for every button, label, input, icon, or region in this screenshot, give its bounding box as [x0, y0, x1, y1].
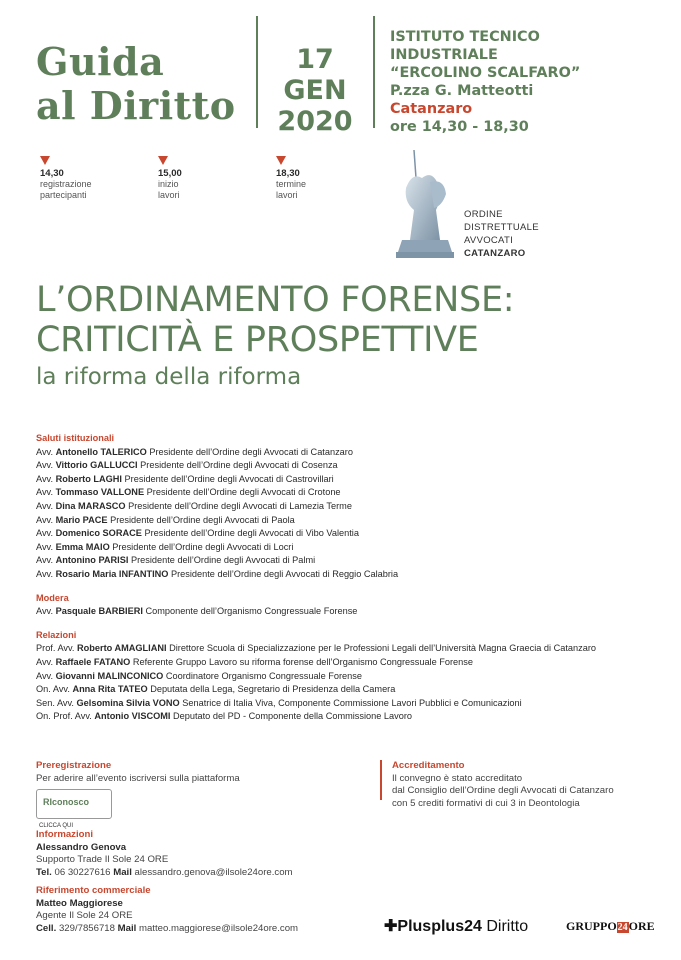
speaker-role: Deputato del PD - Componente della Commissione Lavoro [173, 711, 413, 722]
program-row: Avv. Tommaso VALLONE Presidente dell’Ordine degli Avvocati di Crotone [36, 487, 341, 498]
speaker-name: Gelsomina Silvia VONO [76, 697, 180, 708]
program-row: Avv. Domenico SORACE Presidente dell’Ordine degli Avvocati di Vibo Valentia [36, 528, 359, 539]
date-year: 2020 [277, 106, 353, 137]
program-row: Avv. Roberto LAGHI Presidente dell’Ordine degli Avvocati di Castrovillari [36, 473, 334, 484]
speaker-name: Antonio VISCOMI [94, 711, 171, 722]
section-title: Modera [36, 592, 69, 603]
contacts [36, 760, 356, 935]
section-title: Relazioni [36, 629, 77, 640]
speaker-name: Pasquale BARBIERI [55, 606, 143, 617]
triangle-marker-icon [276, 156, 286, 165]
speaker-role: Referente Gruppo Lavoro su riforma forense dell’Organismo Congressuale Forense [132, 656, 473, 667]
order-logo [392, 148, 572, 260]
header [0, 0, 681, 140]
venue-city: Catanzaro [390, 101, 473, 117]
program-row: Avv. Pasquale BARBIERI Componente dell’Organismo Congressuale Forense [36, 606, 358, 617]
plus-icon: ✚ [384, 918, 398, 935]
timeline-item: 18,30 termine lavori [276, 156, 306, 201]
speaker-name: Domenico SORACE [55, 528, 142, 539]
event-title [36, 280, 514, 392]
date-month: GEN [283, 75, 347, 106]
triangle-marker-icon [158, 156, 168, 165]
program-row: Avv. Antonino PARISI Presidente dell’Ordine degli Avvocati di Palmi [36, 555, 316, 566]
speaker-role: Presidente dell’Ordine degli Avvocati di Crotone [146, 487, 341, 498]
speaker-role: Presidente dell’Ordine degli Avvocati di Cosenza [140, 460, 338, 471]
speaker-name: Antonino PARISI [55, 555, 129, 566]
speaker-name: Tommaso VALLONE [55, 487, 145, 498]
speaker-name: Roberto AMAGLIANI [77, 643, 167, 654]
program-row: On. Prof. Avv. Antonio VISCOMI Deputato del PD - Componente della Commissione Lavoro [36, 711, 413, 722]
timeline [40, 156, 360, 208]
speaker-name: Antonello TALERICO [55, 446, 147, 457]
timeline-item: 15,00 inizio lavori [158, 156, 182, 201]
program-row: Avv. Emma MAIO Presidente dell’Ordine degli Avvocati di Locri [36, 541, 294, 552]
gruppo24ore-logo: GRUPPO24ORE [566, 919, 655, 933]
speaker-role: Presidente dell’Ordine degli Avvocati di Paola [110, 514, 295, 525]
program-row: Avv. Rosario Maria INFANTINO Presidente dell’Ordine degli Avvocati di Reggio Calabria [36, 568, 399, 579]
speaker-name: Roberto LAGHI [55, 473, 122, 484]
title-line-2: CRITICITÀ E PROSPETTIVE [36, 320, 479, 360]
saluti-section [36, 432, 666, 582]
program-row: Avv. Raffaele FATANO Referente Gruppo Lavoro su riforma forense dell’Organismo Congressuale Forense [36, 656, 473, 667]
preregistration-block: Preregistrazione Per aderire all’evento iscriversi sulla piattaforma RIconosco CLICCA QUI [36, 760, 240, 829]
program-row: Avv. Dina MARASCO Presidente dell’Ordine degli Avvocati di Lamezia Terme [36, 500, 352, 511]
speaker-role: Componente dell’Organismo Congressuale Forense [145, 606, 358, 617]
speaker-role: Senatrice di Italia Viva, Componente Commissione Lavori Pubblici e Comunicazioni [182, 697, 522, 708]
commercial-email-link[interactable]: matteo.maggiorese@ilsole24ore.com [138, 922, 299, 934]
program-row: Prof. Avv. Roberto AMAGLIANI Direttore Scuola di Specializzazione per le Professioni Legali dell’Università Magna Graecia di Catanzaro [36, 643, 597, 654]
speaker-role: Presidente dell’Ordine degli Avvocati di Castrovillari [124, 473, 334, 484]
event-date [268, 44, 362, 137]
speaker-name: Dina MARASCO [55, 500, 126, 511]
speaker-role: Coordinatore Organismo Congressuale Forense [165, 670, 362, 681]
program [36, 432, 666, 734]
plusplus24-logo: ✚Plusplus24 Diritto [384, 918, 529, 935]
speaker-name: Vittorio GALLUCCI [55, 460, 138, 471]
program-row: Avv. Vittorio GALLUCCI Presidente dell’Ordine degli Avvocati di Cosenza [36, 460, 338, 471]
timeline-item: 14,30 registrazione partecipanti [40, 156, 92, 201]
speaker-role: Deputata della Lega, Segretario di Presidenza della Camera [150, 684, 396, 695]
triangle-marker-icon [40, 156, 50, 165]
date-day: 17 [296, 44, 334, 75]
speaker-name: Rosario Maria INFANTINO [55, 568, 169, 579]
speaker-name: Emma MAIO [55, 541, 110, 552]
program-row: Sen. Avv. Gelsomina Silvia VONO Senatrice di Italia Viva, Componente Commissione Lavori Pubblici e Comunicazioni [36, 697, 522, 708]
speaker-role: Direttore Scuola di Specializzazione per le Professioni Legali dell’Università Magna Graecia di Catanzaro [169, 643, 597, 654]
venue-hours: ore 14,30 - 18,30 [390, 119, 529, 135]
program-row: Avv. Giovanni MALINCONICO Coordinatore Organismo Congressuale Forense [36, 670, 362, 681]
info-email-link[interactable]: alessandro.genova@ilsole24ore.com [134, 866, 293, 878]
relazioni-section [36, 629, 666, 724]
speaker-name: Mario PACE [55, 514, 108, 525]
program-row: Avv. Mario PACE Presidente dell’Ordine degli Avvocati di Paola [36, 514, 295, 525]
order-name: ORDINE DISTRETTUALE AVVOCATI CATANZARO [464, 209, 539, 259]
speaker-role: Presidente dell’Ordine degli Avvocati di Reggio Calabria [170, 568, 399, 579]
speaker-role: Presidente dell’Ordine degli Avvocati di Lamezia Terme [128, 500, 352, 511]
speaker-name: Raffaele FATANO [55, 656, 131, 667]
speaker-name: Giovanni MALINCONICO [55, 670, 164, 681]
info-block: Informazioni Alessandro Genova Supporto Trade Il Sole 24 ORE Tel. 06 30227616 Mail alessandro.genova@ilsole24ore.com [36, 829, 293, 878]
commercial-block: Riferimento commerciale Matteo Maggiorese Agente Il Sole 24 ORE Cell. 329/7856718 Mail matteo.maggiorese@ilsole24ore.com [36, 885, 299, 934]
speaker-role: Presidente dell’Ordine degli Avvocati di Locri [112, 541, 294, 552]
riconosco-button[interactable]: RIconosco CLICCA QUI [36, 789, 112, 819]
subtitle: la riforma della riforma [36, 364, 302, 390]
statue-icon [392, 148, 458, 260]
title-line-1: L’ORDINAMENTO FORENSE: [36, 280, 515, 320]
divider [373, 16, 375, 128]
modera-section [36, 592, 666, 619]
speaker-role: Presidente dell’Ordine degli Avvocati di Vibo Valentia [144, 528, 359, 539]
program-row: Avv. Antonello TALERICO Presidente dell’Ordine degli Avvocati di Catanzaro [36, 446, 353, 457]
brand-logo: Guida al Diritto [36, 39, 236, 128]
footer-logos [384, 916, 664, 940]
accreditation: Accreditamento Il convegno è stato accreditato dal Consiglio dell’Ordine degli Avvocati di Catanzaro con 5 crediti formativi di cui 3 in Deontologia [392, 760, 614, 809]
speaker-role: Presidente dell’Ordine degli Avvocati di Catanzaro [149, 446, 353, 457]
divider [256, 16, 258, 128]
speaker-role: Presidente dell’Ordine degli Avvocati di Palmi [130, 555, 316, 566]
speaker-name: Anna Rita TATEO [72, 684, 148, 695]
section-title: Saluti istituzionali [36, 433, 115, 443]
program-row: On. Avv. Anna Rita TATEO Deputata della Lega, Segretario di Presidenza della Camera [36, 684, 396, 695]
divider [380, 760, 382, 800]
venue: ISTITUTO TECNICO INDUSTRIALE “ERCOLINO SCALFARO” P.zza G. Matteotti Catanzaro ore 14,30 - 18,30 [390, 29, 581, 135]
